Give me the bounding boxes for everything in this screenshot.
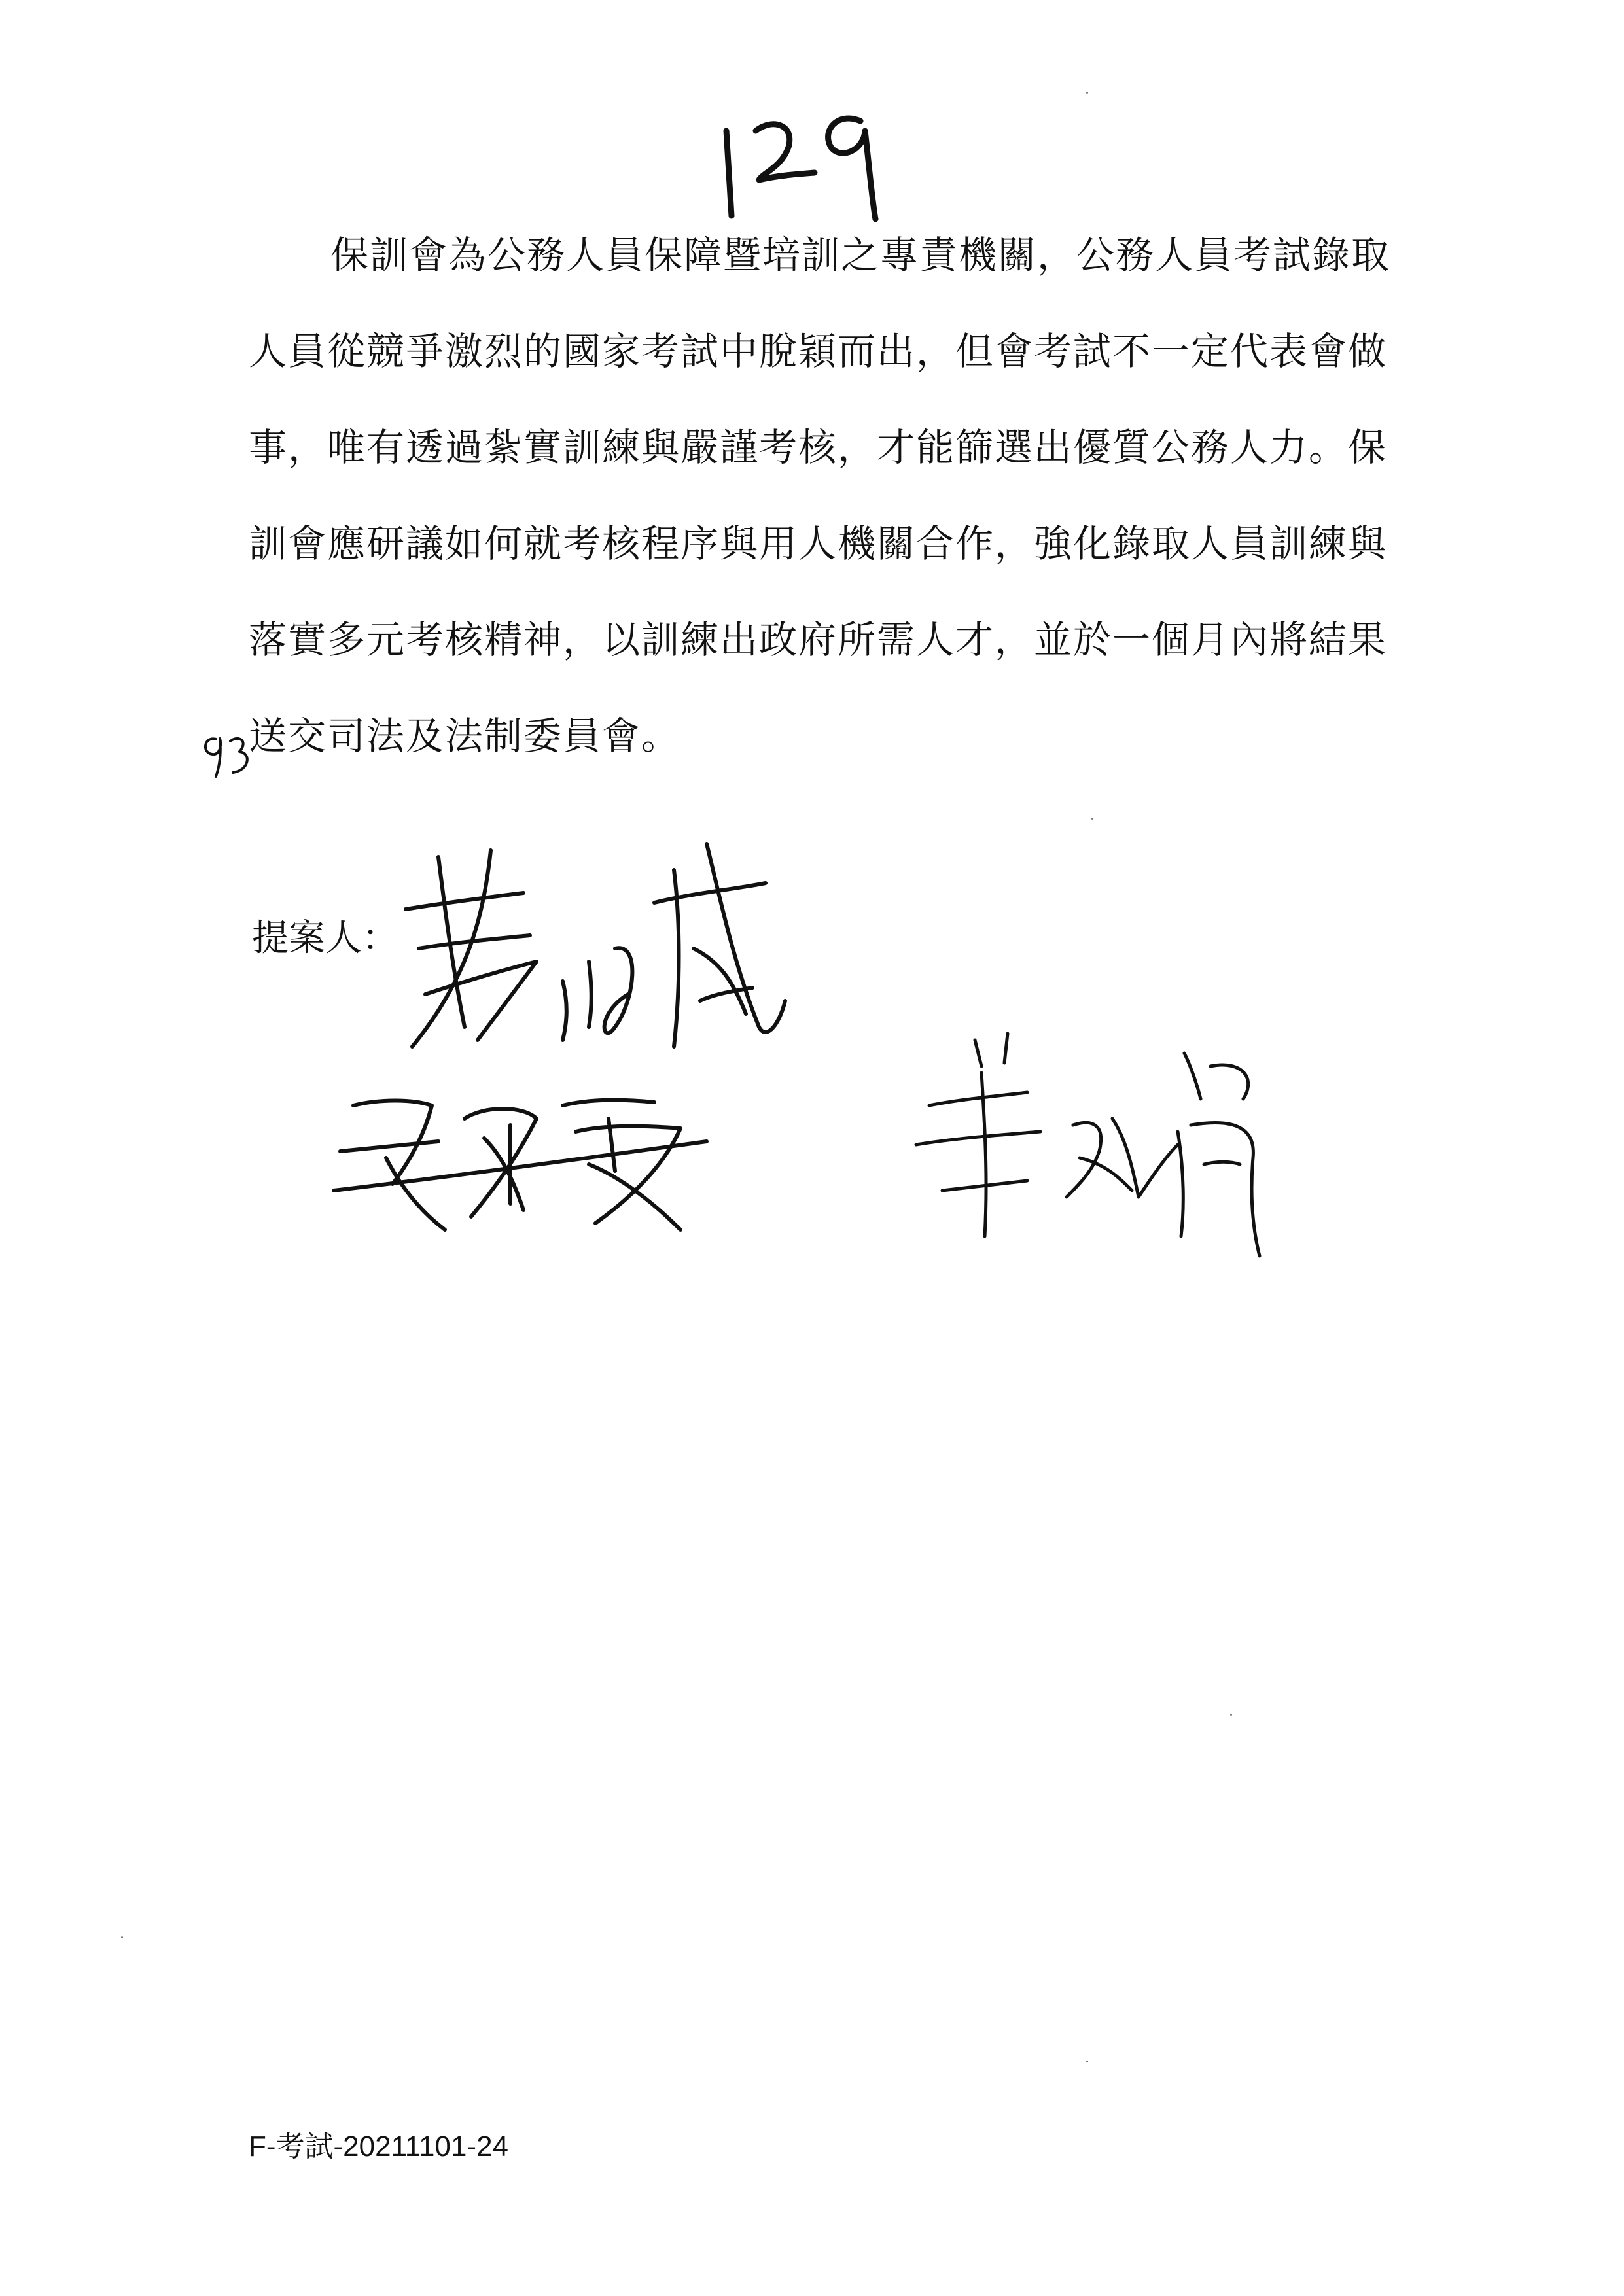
document-code: F-考試-20211101-24 bbox=[249, 2131, 509, 2163]
signature-proposer-2 bbox=[314, 1079, 746, 1243]
body-line: 人員從競爭激烈的國家考試中脫穎而出，但會考試不一定代表會做 bbox=[249, 329, 1388, 374]
signature-proposer-3 bbox=[877, 1027, 1282, 1262]
body-line: 訓會應研議如何就考核程序與用人機關合作，強化錄取人員訓練與 bbox=[249, 521, 1388, 566]
proposal-body bbox=[249, 222, 1391, 799]
proposer-label: 提案人： bbox=[252, 917, 398, 960]
handwritten-margin-note bbox=[196, 729, 255, 782]
body-line: 事，唯有透過紮實訓練與嚴謹考核，才能篩選出優質公務人力。保 bbox=[249, 425, 1388, 470]
scan-speck bbox=[1086, 2061, 1088, 2062]
scan-speck bbox=[1230, 1714, 1232, 1716]
body-line: 落實多元考核精神，以訓練出政府所需人才，並於一個月內將結果 bbox=[249, 617, 1388, 662]
scan-speck bbox=[1086, 92, 1088, 94]
scan-speck bbox=[121, 1936, 123, 1938]
body-line: 保訓會為公務人員保障暨培訓之專責機關，公務人員考試錄取 bbox=[330, 233, 1391, 277]
scan-speck bbox=[1091, 818, 1093, 820]
handwritten-page-number bbox=[707, 92, 903, 222]
signature-proposer-1 bbox=[366, 831, 811, 1066]
body-line: 送交司法及法制委員會。 bbox=[249, 714, 681, 758]
